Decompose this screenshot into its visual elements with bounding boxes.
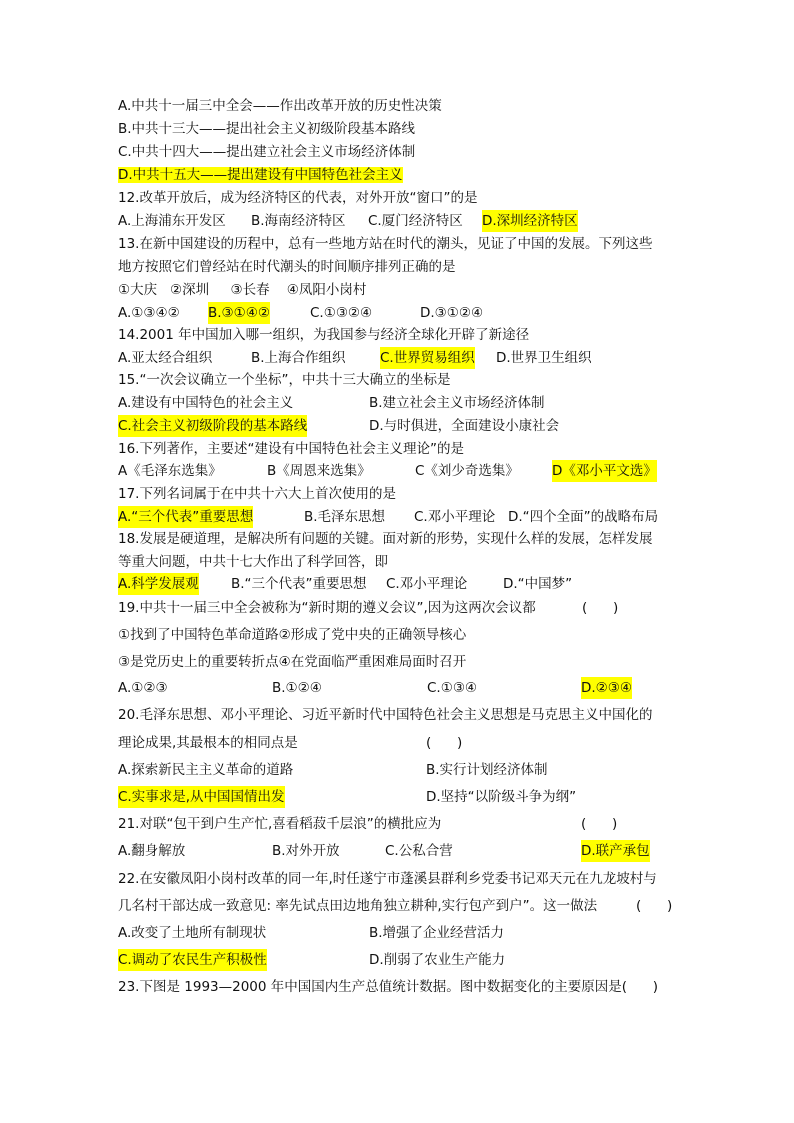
q19-statements-2: ③是党历史上的重要转折点④在党面临严重困难局面时召开 (118, 654, 467, 670)
q13-option-b: B.③①④② (208, 302, 270, 324)
q16-option-c: C《刘少奇选集》 (415, 463, 519, 479)
q19-option-d: D.②③④ (581, 677, 632, 699)
q23-stem: 23.下图是 1993—2000 年中国国内生产总值统计数据。图中数据变化的主要原因是( ) (118, 979, 659, 995)
q11-option-c: C.中共十四大——提出建立社会主义市场经济体制 (118, 144, 416, 160)
q18-option-a: A.科学发展观 (118, 573, 199, 595)
q18-option-d: D.“中国梦” (503, 576, 573, 592)
q21-option-b: B.对外开放 (272, 843, 340, 859)
q20-answer-paren: ( ) (426, 735, 463, 751)
q15-option-b: B.建立社会主义市场经济体制 (369, 395, 545, 411)
q19-option-c: C.①③④ (427, 680, 478, 696)
q18-stem-line1: 18.发展是硬道理，是解决所有问题的关键。面对新的形势，实现什么样的发展，怎样发展 (118, 531, 653, 547)
q16-option-a: A《毛泽东选集》 (118, 463, 222, 479)
q22-stem-line2 (118, 895, 673, 917)
q18-option-b: B.“三个代表”重要思想 (231, 576, 367, 592)
q17-option-d: D.“四个全面”的战略布局 (508, 509, 659, 525)
q13-option-d: D.③①②④ (420, 305, 484, 321)
q12-option-b: B.海南经济特区 (251, 213, 346, 229)
q13-option-a: A.①③④② (118, 305, 180, 321)
q21-option-c: C.公私合营 (385, 843, 453, 859)
q14-option-c: C.世界贸易组织 (380, 347, 475, 369)
q13-stem-line2: 地方按照它们曾经站在时代潮头的时间顺序排列正确的是 (118, 259, 456, 275)
q21-option-a: A.翻身解放 (118, 843, 186, 859)
q20-option-a: A.探索新民主主义革命的道路 (118, 762, 294, 778)
q14-option-b: B.上海合作组织 (251, 350, 346, 366)
q16-option-b: B《周恩来选集》 (267, 463, 371, 479)
q22-stem-text: 几名村干部达成一致意见: 率先试点田边地角独立耕种,实行包产到户”。这一做法 (118, 898, 598, 914)
q15-option-d: D.与时俱进，全面建设小康社会 (369, 418, 560, 434)
q11-option-a: A.中共十一届三中全会——作出改革开放的历史性决策 (118, 98, 442, 114)
q22-option-b: B.增强了企业经营活力 (369, 925, 505, 941)
q21-stem-text: 21.对联“包干到户生产忙,喜看稻菽千层浪”的横批应为 (118, 816, 442, 832)
q22-option-a: A.改变了土地所有制现状 (118, 925, 267, 941)
q14-option-d: D.世界卫生组织 (496, 350, 592, 366)
q21-answer-paren: ( ) (581, 816, 618, 832)
q20-stem-text: 理论成果,其最根本的相同点是 (118, 735, 298, 751)
q18-stem-line2: 等重大问题，中共十七大作出了科学回答，即 (118, 554, 388, 570)
q14-stem: 14.2001 年中国加入哪一组织，为我国参与经济全球化开辟了新途径 (118, 327, 530, 343)
q17-stem: 17.下列名词属于在中共十六大上首次使用的是 (118, 486, 396, 502)
q11-option-b: B.中共十三大——提出社会主义初级阶段基本路线 (118, 121, 416, 137)
q16-option-d: D《邓小平文选》 (552, 460, 657, 482)
q17-option-a: A.“三个代表”重要思想 (118, 506, 253, 528)
q19-stem (118, 597, 619, 619)
q21-stem (118, 813, 618, 835)
q18-option-c: C.邓小平理论 (386, 576, 468, 592)
q12-option-c: C.厦门经济特区 (368, 213, 463, 229)
q22-option-c: C.调动了农民生产积极性 (118, 949, 267, 971)
q15-option-c: C.社会主义初级阶段的基本路线 (118, 415, 307, 437)
q21-option-d: D.联产承包 (581, 840, 650, 862)
q19-answer-paren: ( ) (582, 600, 619, 616)
q20-stem-line1: 20.毛泽东思想、邓小平理论、习近平新时代中国特色社会主义思想是马克思主义中国化的 (118, 707, 653, 723)
q15-option-a: A.建设有中国特色的社会主义 (118, 395, 294, 411)
q13-stem-line1: 13.在新中国建设的历程中，总有一些地方站在时代的潮头，见证了中国的发展。下列这些 (118, 236, 653, 252)
q12-stem: 12.改革开放后，成为经济特区的代表，对外开放“窗口”的是 (118, 190, 478, 206)
q22-option-d: D.削弱了农业生产能力 (369, 952, 506, 968)
q22-answer-paren: ( ) (636, 898, 673, 914)
q19-stem-text: 19.中共十一届三中全会被称为“新时期的遵义会议”,因为这两次会议都 (118, 600, 536, 616)
q17-option-c: C.邓小平理论 (414, 509, 496, 525)
q20-option-b: B.实行计划经济体制 (426, 762, 548, 778)
q20-option-d: D.坚持“以阶级斗争为纲” (426, 789, 577, 805)
q22-stem-line1: 22.在安徽凤阳小岗村改革的同一年,时任遂宁市蓬溪县群利乡党委书记邓天元在九龙坡村与 (118, 871, 657, 887)
q12-option-a: A.上海浦东开发区 (118, 213, 226, 229)
q14-option-a: A.亚太经合组织 (118, 350, 213, 366)
q19-option-b: B.①②④ (272, 680, 322, 696)
q12-option-d: D.深圳经济特区 (482, 210, 578, 232)
q13-option-c: C.①③②④ (310, 305, 373, 321)
q11-answer-highlight: D.中共十五大——提出建设有中国特色社会主义 (118, 167, 403, 183)
q16-stem: 16.下列著作，主要述“建设有中国特色社会主义理论”的是 (118, 441, 464, 457)
q19-statements-1: ①找到了中国特色革命道路②形成了党中央的正确领导核心 (118, 627, 467, 643)
q13-items: ①大庆 ②深圳 ③长春 ④凤阳小岗村 (118, 282, 367, 298)
q15-stem: 15.“一次会议确立一个坐标”，中共十三大确立的坐标是 (118, 372, 451, 388)
q17-option-b: B.毛泽东思想 (304, 509, 386, 525)
q20-option-c: C.实事求是,从中国国情出发 (118, 786, 285, 808)
q20-stem-line2 (118, 732, 463, 754)
q11-option-d (118, 164, 403, 186)
q19-option-a: A.①②③ (118, 680, 168, 696)
